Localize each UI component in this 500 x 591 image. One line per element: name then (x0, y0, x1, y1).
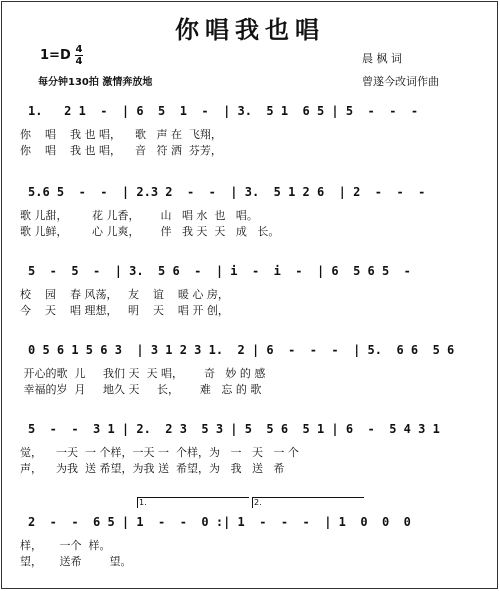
tempo-marking: 每分钟130拍 激情奔放地 (38, 77, 153, 88)
lyric-line: 望， 送希 望。 (20, 555, 132, 568)
song-title: 你唱我也唱 (175, 15, 325, 44)
key-signature: 1=D (40, 48, 71, 63)
lyricist-credit: 晨 枫 词 (362, 52, 402, 65)
notation-line: 0 5 6 1 5 6 3 | 3 1 2 3 1. 2 | 6 - - - | 5. 6 6 5 6 (28, 343, 455, 357)
notation-line: 5 - 5 - | 3. 5 6 - | i - i - | 6 5 6 5 - (28, 264, 411, 278)
lyric-line: 歌 儿鲜， 心 儿爽， 伴 我 天 天 成 长。 (20, 225, 280, 238)
lyric-line: 声， 为我 送 希望，为我 送 希望，为 我 送 希 (20, 462, 285, 475)
notation-line: 2 - - 6 5 | 1 - - 0 :| 1 - - - | 1 0 0 0 (28, 515, 411, 529)
notation-line: 5 - - 3 1 | 2. 2 3 5 3 | 5 5 6 5 1 | 6 - 5 4 3 1 (28, 422, 440, 436)
time-signature (75, 44, 83, 67)
lyric-line: 觉， 一天 一 个样，一天 一 个样，为 一 天 一 个 (20, 446, 299, 459)
lyric-line: 今 天 唱 理想， 明 天 唱 开 创， (20, 304, 229, 317)
notation-line: 5.6 5 - - | 2.3 2 - - | 3. 5 1 2 6 | 2 - - - (28, 185, 426, 199)
notation-line: 1. 2 1 - | 6 5 1 - | 3. 5 1 6 5 | 5 - - - (28, 104, 419, 118)
time-signature-top: 4 (75, 44, 83, 55)
time-signature-bottom: 4 (75, 56, 83, 67)
lyric-line: 幸福的岁 月 地久 天 长， 难 忘 的 歌 (20, 383, 262, 396)
lyric-line: 样， 一个 样。 (20, 539, 111, 552)
lyric-line: 你 唱 我 也 唱， 歌 声 在 飞翔， (20, 128, 222, 141)
composer-credit: 曾遂今改词作曲 (362, 75, 439, 88)
volta-first-ending: 1. (137, 497, 249, 508)
lyric-line: 开心的歌 儿 我们 天 天 唱， 奇 妙 的 感 (20, 367, 266, 380)
lyric-line: 歌 儿甜， 花 儿香， 山 唱 水 也 唱。 (20, 209, 258, 222)
lyric-line: 你 唱 我 也 唱， 音 符 洒 芬芳， (20, 144, 222, 157)
lyric-line: 校 园 春 风荡， 友 谊 暖 心 房， (20, 288, 229, 301)
volta-second-ending: 2. (252, 497, 364, 508)
